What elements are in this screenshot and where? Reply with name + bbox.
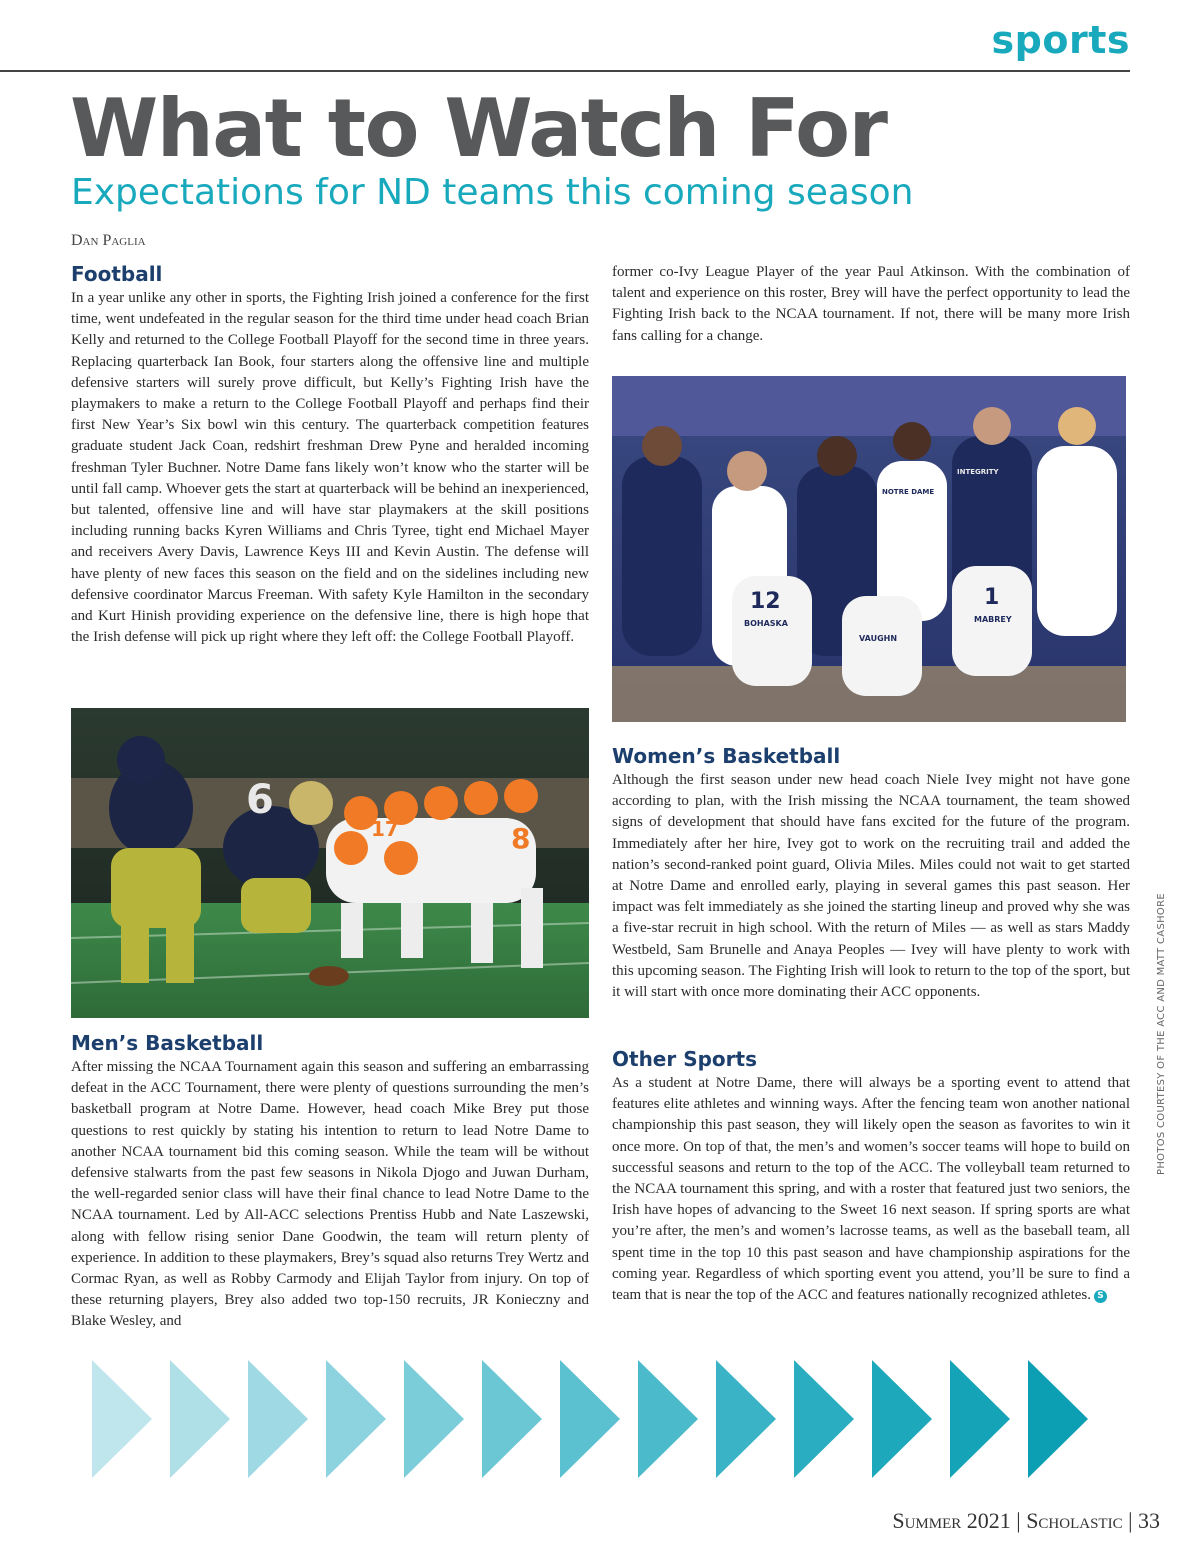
basketball-shirt-text: NOTRE DAME <box>882 488 935 496</box>
basketball-jersey-number: 12 <box>750 589 781 614</box>
section-tag: sports <box>991 18 1130 62</box>
other-sports-heading: Other Sports <box>612 1047 757 1071</box>
page-footer: Summer 2021 | Scholastic | 33 <box>892 1508 1160 1533</box>
photo-credit: PHOTOS COURTESY OF THE ACC AND MATT CASHORE <box>1156 893 1167 1175</box>
football-photo <box>71 708 589 1018</box>
footer-page-number: 33 <box>1138 1508 1160 1533</box>
womens-basketball-body: Although the first season under new head coach Niele Ivey might not have gone according to plan, with the Irish missing the NCAA tournament, the team showed signs of development that should have fans excited for the future of the program. Immediately after her hire, Ivey got to work on the recruiting trail and added the nation’s second-ranked point guard, Olivia Miles. Miles could not wait to get started at Notre Dame and enrolled early, playing in several games this past season. Her impact was felt immediately as she joined the starting lineup and proved why she was a five-star recruit in high school. With the return of Miles — as well as stars Maddy Westbeld, Sam Brunelle and Anaya Peoples — Ivey will have plenty to work with this upcoming season. The Fighting Irish will look to return to the top of the sport, but it will start with once more dominating their ACC opponents. <box>612 772 1130 1001</box>
womens-basketball-heading: Women’s Basketball <box>612 744 841 768</box>
byline: Dan Paglia <box>71 232 146 249</box>
subhead: Expectations for ND teams this coming season <box>71 172 914 213</box>
footer-season: Summer 2021 <box>892 1508 1011 1533</box>
mens-basketball-continued-body: former co-Ivy League Player of the year Paul Atkinson. With the combination of talent and experience on this roster, Brey will have the perfect opportunity to lead the Fighting Irish back to the NCAA tournament. If not, there will be many more Irish fans calling for a change. <box>612 264 1130 344</box>
football-section <box>71 262 589 648</box>
football-ball <box>309 966 349 986</box>
basketball-jersey-name: VAUGHN <box>859 634 898 643</box>
mens-basketball-section <box>71 1031 589 1333</box>
football-jersey-number: 6 <box>246 777 274 823</box>
womens-basketball-section <box>612 744 1130 1003</box>
other-sports-section <box>612 1047 1130 1306</box>
arrow-row-icon <box>92 1360 1122 1478</box>
football-body: In a year unlike any other in sports, the Fighting Irish joined a conference for the first time, went undefeated in the regular season for the third time under head coach Brian Kelly and returned to the College Football Playoff for the second time in three years. Replacing quarterback Ian Book, four starters along the offensive line and multiple defensive starters will surely prove difficult, but Kelly’s Fighting Irish have the playmakers to make a return to the College Football Playoff and perhaps find their first New Year’s Six bowl win this century. The quarterback competition features graduate student Jack Coan, redshirt freshman Drew Pyne and heralded incoming freshman Tyler Buchner. Notre Dame fans likely won’t know who the starter will be until fall camp. Whoever gets the start at quarterback will be behind an inexperienced, but talented, offensive line and will have star playmakers at the skill positions including running backs Kyren Williams and Chris Tyree, tight end Michael Mayer and receivers Avery Davis, Lawrence Keys III and Kevin Austin. The defense will have plenty of new faces this season on the field and on the sidelines including new defensive coordinator Marcus Freeman. With safety Kyle Hamilton in the secondary and Kurt Hinish providing experience on the defensive line, there is high hope that the Irish defense will pick up right where they left off: the College Football Playoff. <box>71 290 589 646</box>
top-rule <box>0 70 1130 72</box>
football-jersey-number: 8 <box>511 822 531 855</box>
other-sports-text: As a student at Notre Dame, there will always be a sporting event to attend that features elite athletes and winning ways. After the fencing team won another national championship this past season, they will likely open the season as favorites to win it once more. On top of that, the men’s and women’s soccer teams will hope to build on successful seasons and return to the top of the ACC. The volleyball team returned to the NCAA tournament this spring, and with a roster that featured just two seniors, the Irish have hopes of advancing to the Sweet 16 next season. If spring sports are what you’re after, the men’s and women’s lacrosse teams, as well as the baseball team, all spent time in the top 10 this past season and have championship aspirations for the coming year. Regardless of which sporting event you attend, you’ll be sure to find a team that is near the top of the ACC and features nationally recognized athletes. <box>612 1075 1130 1304</box>
mens-basketball-body: After missing the NCAA Tournament again this season and suffering an embarrassing defeat in the ACC Tournament, there were plenty of questions surrounding the men’s basketball program at Notre Dame. However, head coach Mike Brey put those questions to rest quickly by stating his intention to return to lead Notre Dame to another NCAA tournament bid this coming season. While the team will be without defensive stalwarts from the past few seasons in Nikola Djogo and Juwan Durham, the well-regarded senior class will have their final chance to lead Notre Dame to the NCAA tournament. Led by All-ACC selections Prentiss Hubb and Nate Laszewski, along with fellow rising senior Dane Goodwin, the team will return plenty of experience. In addition to these playmakers, Brey’s squad also returns Trey Wertz and Cormac Ryan, as well as Robby Carmody and Elijah Taylor from injury. On top of these returning players, Brey also added two top-150 recruits, JR Konieczny and Blake Wesley, and <box>71 1059 589 1330</box>
basketball-shirt-text: INTEGRITY <box>957 468 999 476</box>
decorative-arrows <box>92 1360 1122 1483</box>
mens-basketball-heading: Men’s Basketball <box>71 1031 264 1055</box>
footer-publication: Scholastic <box>1026 1508 1123 1533</box>
basketball-jersey-number: 1 <box>984 585 1000 610</box>
other-sports-body <box>612 1073 1130 1306</box>
football-jersey-number: 17 <box>371 817 399 841</box>
basketball-jersey-name: BOHASKA <box>744 619 788 628</box>
football-heading: Football <box>71 262 163 286</box>
headline: What to Watch For <box>70 82 887 175</box>
basketball-jersey-name: MABREY <box>974 615 1012 624</box>
mens-basketball-continued <box>612 262 1130 347</box>
womens-basketball-photo <box>612 376 1126 722</box>
end-mark-icon: S <box>1094 1290 1107 1303</box>
